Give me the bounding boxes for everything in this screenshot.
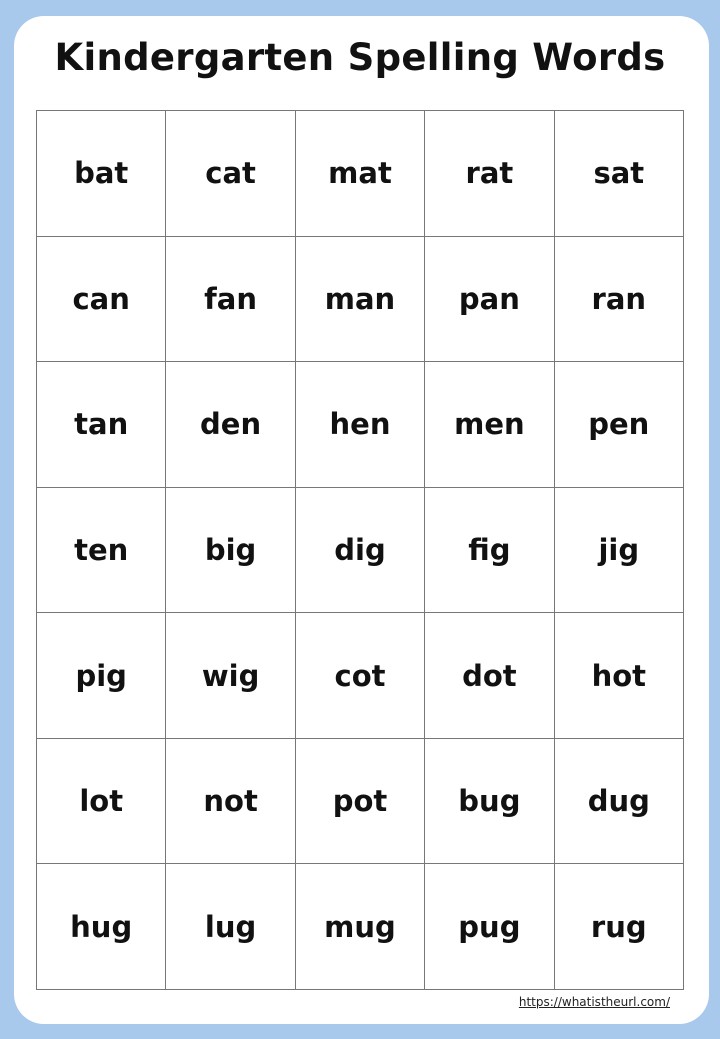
word-cell: rug	[555, 864, 684, 990]
word-cell: pig	[37, 613, 166, 739]
word-cell: not	[166, 739, 295, 865]
word-cell: bat	[37, 111, 166, 237]
word-cell: wig	[166, 613, 295, 739]
word-cell: men	[425, 362, 554, 488]
word-cell: jig	[555, 488, 684, 614]
word-cell: mug	[296, 864, 425, 990]
word-cell: rat	[425, 111, 554, 237]
word-cell: hug	[37, 864, 166, 990]
word-cell: dug	[555, 739, 684, 865]
word-cell: lot	[37, 739, 166, 865]
word-cell: sat	[555, 111, 684, 237]
word-cell: lug	[166, 864, 295, 990]
word-cell: can	[37, 237, 166, 363]
word-cell: den	[166, 362, 295, 488]
word-cell: pug	[425, 864, 554, 990]
word-cell: fan	[166, 237, 295, 363]
source-url-link[interactable]: https://whatistheurl.com/	[518, 995, 670, 1009]
word-cell: fig	[425, 488, 554, 614]
spelling-word-grid	[36, 110, 684, 990]
word-cell: hot	[555, 613, 684, 739]
word-cell: man	[296, 237, 425, 363]
word-cell: pot	[296, 739, 425, 865]
word-cell: ten	[37, 488, 166, 614]
word-cell: bug	[425, 739, 554, 865]
word-cell: ran	[555, 237, 684, 363]
word-cell: mat	[296, 111, 425, 237]
word-cell: tan	[37, 362, 166, 488]
word-cell: dot	[425, 613, 554, 739]
word-cell: hen	[296, 362, 425, 488]
page-title: Kindergarten Spelling Words	[54, 35, 666, 79]
word-cell: pan	[425, 237, 554, 363]
word-cell: big	[166, 488, 295, 614]
word-cell: pen	[555, 362, 684, 488]
word-cell: cat	[166, 111, 295, 237]
word-cell: dig	[296, 488, 425, 614]
word-cell: cot	[296, 613, 425, 739]
